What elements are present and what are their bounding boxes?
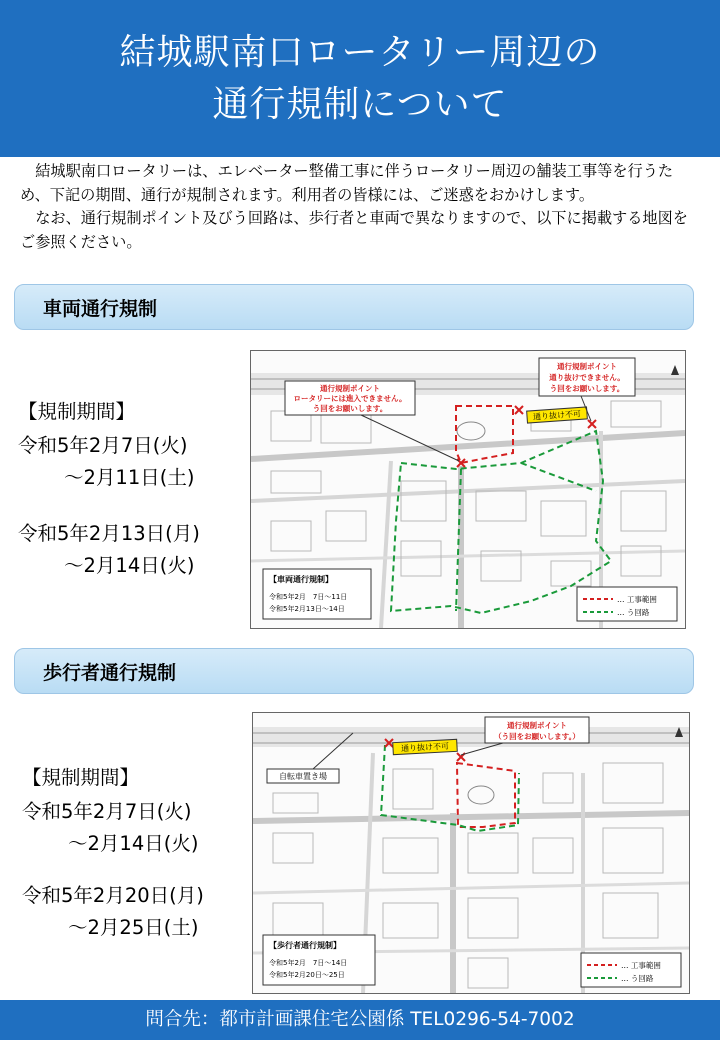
vehicle-period-label: 【規制期間】 — [18, 400, 136, 423]
vehicle-period1-start: 令和5年2月7日(火) — [18, 434, 188, 457]
vehicle-section-header — [14, 284, 694, 330]
page-header — [0, 0, 720, 157]
pedestrian-period1-start: 令和5年2月7日(火) — [22, 800, 192, 823]
vehicle-legend-title: 【車両通行規制】 — [269, 575, 333, 584]
pedestrian-period1-end: ～2月14日(火) — [68, 832, 199, 855]
vehicle-period2-start: 令和5年2月13日(月) — [18, 522, 200, 545]
page-title-line1: 結城駅南口ロータリー周辺の — [119, 31, 601, 73]
vehicle-period2-end: ～2月14日(火) — [64, 554, 195, 577]
vehicle-callout-left-line2: ロータリーには進入できません。 — [293, 394, 407, 403]
intro-text — [20, 160, 696, 254]
vehicle-key-box — [577, 587, 677, 621]
contact-text: 問合先：都市計画課住宅公園係 TEL0296-54-7002 — [145, 1009, 575, 1030]
pedestrian-period — [22, 762, 204, 944]
vehicle-key-detour: … う回路 — [617, 608, 650, 617]
pedestrian-section-title: 歩行者通行規制 — [43, 662, 177, 684]
pedestrian-legend-line2: 令和5年2月20日～25日 — [269, 971, 345, 979]
pedestrian-map — [252, 712, 690, 994]
vehicle-no-through-sign — [527, 407, 588, 423]
contact-footer — [0, 1000, 720, 1040]
pedestrian-callout-line2: （う回をお願いします。） — [494, 732, 580, 741]
pedestrian-key-box — [581, 953, 681, 987]
pedestrian-legend-box — [263, 935, 375, 985]
pedestrian-legend-line1: 令和5年2月 7日～14日 — [269, 959, 348, 967]
bike-parking-text: 自転車置き場 — [279, 772, 327, 781]
vehicle-period — [18, 396, 200, 582]
vehicle-period1-end: ～2月11日(土) — [64, 466, 195, 489]
vehicle-callout-left-line1: 通行規制ポイント — [320, 384, 380, 393]
pedestrian-period2-end: ～2月25日(土) — [68, 916, 199, 939]
vehicle-legend-line1: 令和5年2月 7日～11日 — [269, 593, 348, 601]
vehicle-callout-right-line3: う回をお願いします。 — [549, 384, 625, 393]
vehicle-map — [250, 350, 686, 629]
pedestrian-key-detour: … う回路 — [621, 974, 654, 983]
intro-paragraph-1: 結城駅南口ロータリーは、エレベーター整備工事に伴うロータリー周辺の舗装工事等を行うため、下記の期間、通行が規制されます。利用者の皆様には、ご迷惑をおかけします。 — [20, 162, 674, 204]
pedestrian-legend-title: 【歩行者通行規制】 — [269, 941, 341, 950]
pedestrian-period-label: 【規制期間】 — [22, 766, 140, 789]
vehicle-callout-left-line3: う回をお願いします。 — [312, 404, 388, 413]
vehicle-callout-right-line1: 通行規制ポイント — [557, 362, 617, 371]
vehicle-sign-text: 通り抜け不可 — [532, 409, 582, 422]
pedestrian-callout-line1: 通行規制ポイント — [507, 721, 567, 730]
vehicle-legend-box — [263, 569, 371, 619]
vehicle-key-work: … 工事範囲 — [617, 595, 657, 604]
pedestrian-section-header — [14, 648, 694, 694]
vehicle-legend-line2: 令和5年2月13日～14日 — [269, 605, 345, 613]
page-title-line2: 通行規制について — [212, 83, 508, 125]
vehicle-callout-right-line2: 通り抜けできません。 — [549, 373, 625, 382]
vehicle-section-title: 車両通行規制 — [43, 298, 158, 320]
pedestrian-sign-text: 通り抜け不可 — [400, 741, 450, 754]
pedestrian-period2-start: 令和5年2月20日(月) — [22, 884, 204, 907]
north-arrow-icon — [671, 365, 679, 375]
pedestrian-key-work: … 工事範囲 — [621, 961, 661, 970]
intro-paragraph-2: なお、通行規制ポイント及びう回路は、歩行者と車両で異なりますので、以下に掲載する地図をご参照ください。 — [20, 209, 688, 251]
